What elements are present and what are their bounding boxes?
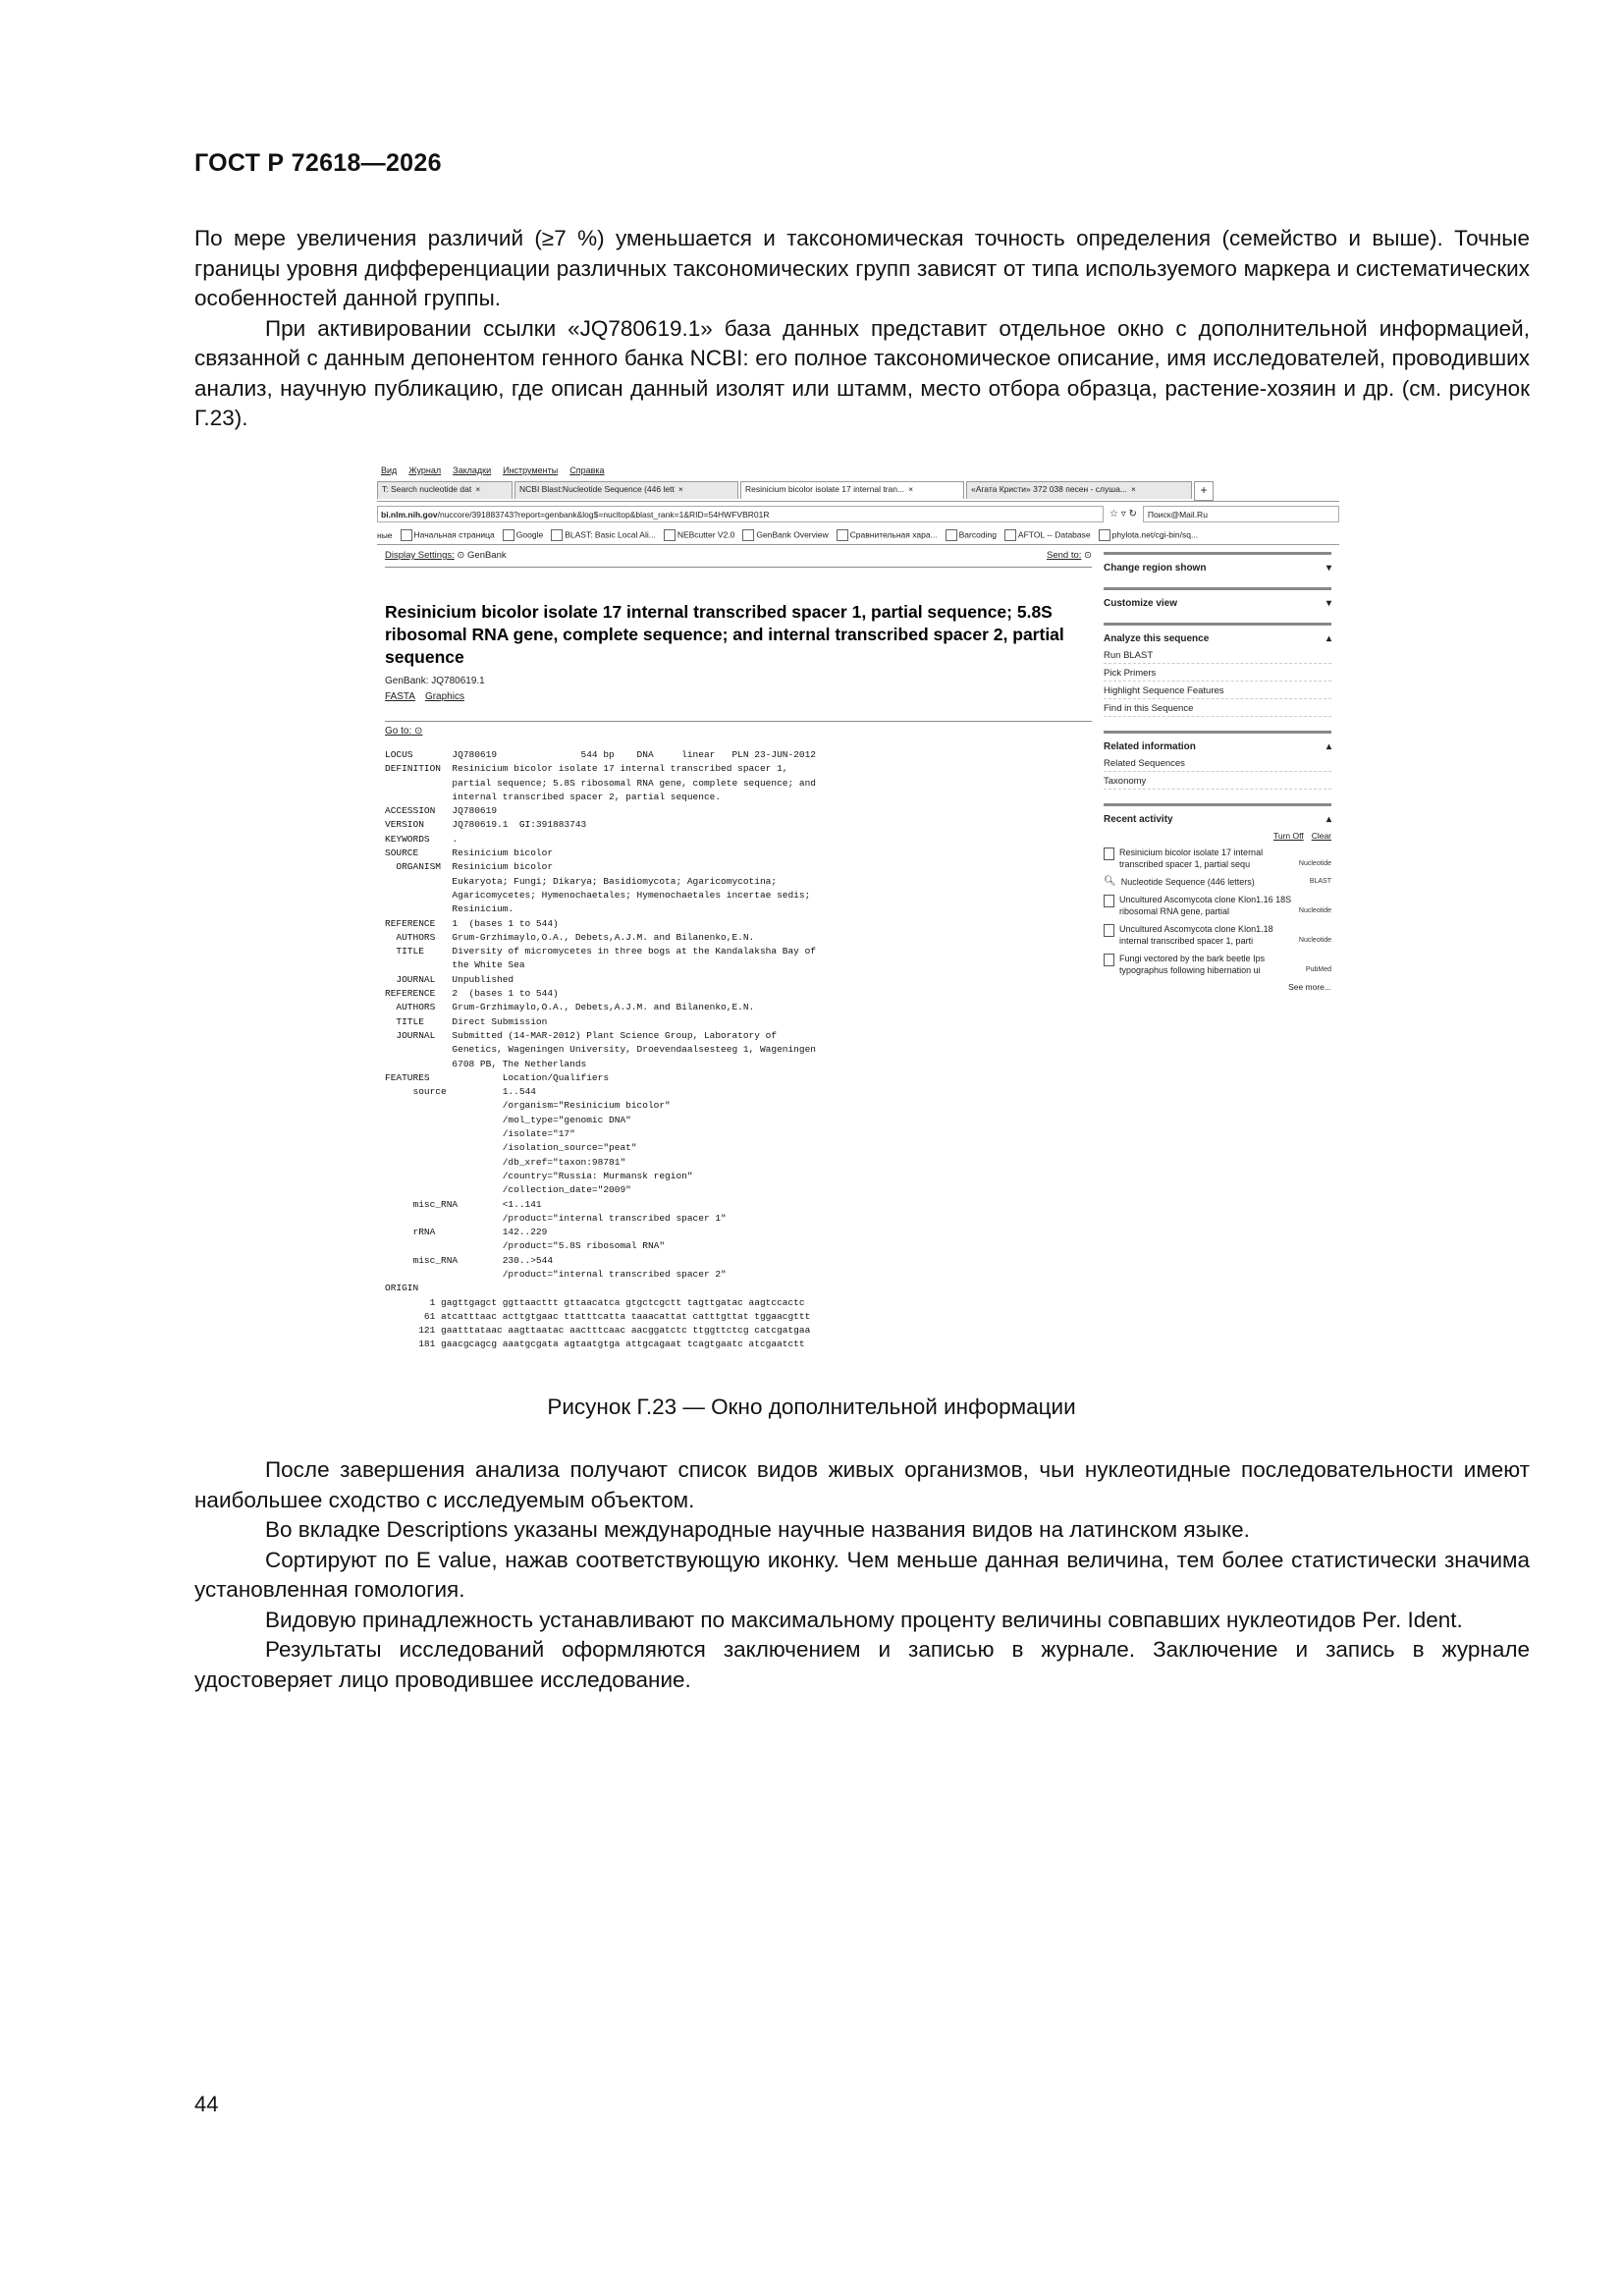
browser-screenshot xyxy=(377,462,1339,1365)
find-in-sequence-link[interactable]: Find in this Sequence xyxy=(1104,703,1331,717)
bookmark-label: GenBank Overview xyxy=(756,529,829,540)
record-toolbar xyxy=(385,550,1092,568)
related-panel xyxy=(1104,731,1331,790)
bookmark-label: Barcoding xyxy=(958,529,997,540)
menu-bookmarks[interactable]: Закладки xyxy=(453,465,492,475)
page-number: 44 xyxy=(194,2092,219,2116)
intro-paragraph-2: При активировании ссылки «JQ780619.1» база данных представит отдельное окно с дополнительной информацией, связанной с данным депонентом генного банка NCBI: его полное таксономическое описание, имя исследователей, проводивших анализ, научную публикацию, где описан данный изолят или штамм, место отбора образца, растение-хозяин и др. (см. рисунок Г.23). xyxy=(194,315,1530,430)
ncbi-icon xyxy=(742,529,754,541)
close-icon[interactable]: × xyxy=(475,484,481,494)
url-path: /nuccore/391883743?report=genbank&log$=nucltop&blast_rank=1&RID=54HWFVBR01R xyxy=(437,509,770,519)
customize-view-panel[interactable] xyxy=(1104,587,1331,609)
body-paragraph-3: Сортируют по E value, нажав соответствующую иконку. Чем меньше данная величина, тем более статистически значима установленная гомология. xyxy=(194,1547,1530,1602)
tab-label: T: Search nucleotide dat xyxy=(382,484,472,494)
bookmark-label: Начальная страница xyxy=(413,529,495,540)
recent-item-text: Uncultured Ascomycota clone Klon1.16 18S ribosomal RNA gene, partial xyxy=(1119,895,1292,916)
document-icon xyxy=(1104,895,1114,907)
highlight-features-link[interactable]: Highlight Sequence Features xyxy=(1104,685,1331,699)
body-paragraph-2: Во вкладке Descriptions указаны международные научные названия видов на латинском языке. xyxy=(265,1517,1250,1542)
star-reload-icon[interactable]: ☆ ▿ ↻ xyxy=(1109,508,1137,519)
document-icon xyxy=(1104,924,1114,937)
search-icon: 🔍︎ xyxy=(1104,876,1116,887)
recent-activity-panel xyxy=(1104,803,1331,992)
tab-label: Resinicium bicolor isolate 17 internal tran... xyxy=(745,484,905,494)
body-paragraph-4: Видовую принадлежность устанавливают по максимальному проценту величины совпавших нуклеотидов Per. Ident. xyxy=(265,1607,1463,1632)
collapse-icon[interactable]: ▴ xyxy=(1325,814,1331,825)
format-links xyxy=(385,691,464,702)
url-host: bi.nlm.nih.gov xyxy=(381,509,438,519)
clear-link[interactable]: Clear xyxy=(1311,831,1331,841)
send-to[interactable] xyxy=(1047,550,1092,564)
see-more-link[interactable]: See more... xyxy=(1288,982,1331,992)
new-tab-button[interactable]: + xyxy=(1194,481,1214,501)
url-input[interactable] xyxy=(377,506,1104,522)
recent-item-db: Nucleotide xyxy=(1298,937,1331,944)
bookmark-label: Google xyxy=(515,529,544,540)
collapse-icon[interactable]: ▴ xyxy=(1325,741,1331,752)
google-icon xyxy=(503,529,514,541)
tab-agata-kristi[interactable] xyxy=(966,481,1192,499)
turn-off-link[interactable]: Turn Off xyxy=(1272,831,1304,841)
tab-resinicium[interactable] xyxy=(740,481,964,499)
recent-item[interactable] xyxy=(1104,953,1331,976)
recent-item-db: Nucleotide xyxy=(1298,860,1331,867)
collapse-icon[interactable]: ▴ xyxy=(1325,633,1331,644)
graphics-link[interactable]: Graphics xyxy=(424,691,464,702)
bookmark-item[interactable] xyxy=(551,529,656,541)
run-blast-link[interactable]: Run BLAST xyxy=(1104,650,1331,664)
goto-link[interactable] xyxy=(385,721,1092,737)
page-icon xyxy=(837,529,848,541)
recent-item-text: Resinicium bicolor isolate 17 internal transcribed spacer 1, partial sequ xyxy=(1119,847,1264,869)
related-title: Related information xyxy=(1104,741,1196,752)
bookmarks-bar xyxy=(377,526,1339,545)
close-icon[interactable]: × xyxy=(1130,484,1136,494)
send-to-link[interactable]: Send to: xyxy=(1047,550,1082,561)
figure-caption: Рисунок Г.23 — Окно дополнительной информации xyxy=(547,1394,1076,1419)
bookmark-item[interactable] xyxy=(837,529,938,541)
change-region-panel[interactable] xyxy=(1104,552,1331,574)
bookmark-item[interactable]: ные xyxy=(377,530,393,540)
body-text xyxy=(194,1455,1530,1695)
bookmark-label: phylota.net/cgi-bin/sq... xyxy=(1111,529,1199,540)
chevron-down-icon[interactable]: ▾ xyxy=(1325,598,1331,609)
recent-item-db: BLAST xyxy=(1309,878,1331,885)
document-icon xyxy=(1104,847,1114,860)
genbank-flatfile: LOCUS JQ780619 544 bp DNA linear PLN 23-JUN-2012 DEFINITION Resinicium bicolor isolate 17 internal transcribed spacer 1, partial sequence; 5.8S ribosomal RNA gene, complete sequence; and internal transcribed spacer 2, partial sequence. ACCESSION JQ780619 VERSION JQ780619.1 GI:391883743 KEYWORDS . SOURCE Resinicium bicolor ORGANISM Resinicium bicolor Eukaryota; Fungi; Dikarya; Basidiomycota; Agaricomycotina; Agaricomycetes; Hymenochaetales; Hymenochaetales incertae sedis; Resinicium. REFERENCE 1 (bases 1 to 544) AUTHORS Grum-Grzhimaylo,O.A., Debets,A.J.M. and Bilanenko,E.N. TITLE Diversity of micromycetes in three bogs at the Kandalaksha Bay of the White Sea JOURNAL Unpublished REFERENCE 2 (bases 1 to 544) AUTHORS Grum-Grzhimaylo,O.A., Debets,A.J.M. and Bilanenko,E.N. TITLE Direct Submission JOURNAL Submitted (14-MAR-2012) Plant Science Group, Laboratory of Genetics, Wageningen University, Droevendaalsesteeg 1, Wageningen 6708 PB, The Netherlands FEATURES Location/Qualifiers source 1..544 /organism="Resinicium bicolor" /mol_type="genomic DNA" /isolate="17" /isolation_source="peat" /db_xref="taxon:98781" /country="Russia: Murmansk region" /collection_date="2009" misc_RNA <1..141 /product="internal transcribed spacer 1" rRNA 142..229 /product="5.8S ribosomal RNA" misc_RNA 230..>544 /product="internal transcribed spacer 2" ORIGIN 1 gagttgagct ggttaacttt gttaacatca gtgctcgctt tagttgatac aagtccactc 61 atcatttaac acttgtgaac ttatttcatta taaacattat catttgttat tggaacgttt 121 gaatttataac aagttaatac aactttcaac aacggatctc ttggttctcg catcgatgaa 181 gaacgcagcg aaatgcgata agtaatgtga attgcagaat tcagtgaatc atcgaatctt xyxy=(385,749,816,1350)
tab-search-nucleotide[interactable] xyxy=(377,481,513,499)
page-icon xyxy=(1099,529,1110,541)
recent-item-db: PubMed xyxy=(1305,966,1331,973)
recent-item[interactable] xyxy=(1104,847,1331,870)
bookmark-item[interactable] xyxy=(401,529,495,541)
tab-label: «Агата Кристи» 372 038 песен - слуша... xyxy=(971,484,1127,494)
genbank-id: GenBank: JQ780619.1 xyxy=(385,676,485,686)
search-input[interactable]: Поиск@Mail.Ru xyxy=(1143,506,1339,522)
document-code: ГОСТ Р 72618—2026 xyxy=(194,149,442,177)
analyze-title: Analyze this sequence xyxy=(1104,633,1210,644)
recent-item-db: Nucleotide xyxy=(1298,907,1331,914)
page-icon xyxy=(946,529,957,541)
body-paragraph-5: Результаты исследований оформляются заключением и записью в журнале. Заключение и запись в журнале удостоверяет лицо проводившее исследование. xyxy=(194,1637,1530,1692)
bookmark-item[interactable] xyxy=(503,529,543,541)
goto-label: Go to: xyxy=(385,726,412,737)
bookmark-label: AFTOL -- Database xyxy=(1017,529,1091,540)
customize-view-label: Customize view xyxy=(1104,598,1178,609)
taxonomy-link[interactable]: Taxonomy xyxy=(1104,776,1331,790)
chevron-down-icon[interactable]: ⊙ xyxy=(414,726,423,737)
recent-item[interactable] xyxy=(1104,894,1331,917)
intro-paragraph-1: По мере увеличения различий (≥7 %) уменьшается и таксономическая точность определения (семейство и выше). Точные границы уровня дифференциации различных таксономических групп зависят от типа используемого маркера и систематических особенностей данной группы. xyxy=(194,226,1530,310)
bookmark-item[interactable] xyxy=(946,529,997,541)
bookmark-item[interactable] xyxy=(1099,529,1198,541)
bookmark-label: NEBcutter V2.0 xyxy=(676,529,735,540)
close-icon[interactable]: × xyxy=(908,484,914,494)
menu-view[interactable]: Вид xyxy=(381,465,398,475)
intro-text xyxy=(194,224,1530,434)
record-title: Resinicium bicolor isolate 17 internal transcribed spacer 1, partial sequence; 5.8S ribosomal RNA gene, complete sequence; and internal transcribed spacer 2, partial sequence xyxy=(385,602,1064,667)
document-icon xyxy=(1104,954,1114,966)
home-icon xyxy=(401,529,412,541)
address-bar xyxy=(377,504,1339,523)
recent-title: Recent activity xyxy=(1104,814,1173,825)
chevron-down-icon[interactable]: ▾ xyxy=(1325,563,1331,574)
tab-label: NCBI Blast:Nucleotide Sequence (446 lett xyxy=(519,484,675,494)
recent-item-text: Nucleotide Sequence (446 letters) xyxy=(1120,877,1255,887)
chevron-down-icon[interactable]: ⊙ xyxy=(1084,550,1092,561)
body-paragraph-1: После завершения анализа получают список видов живых организмов, чьи нуклеотидные последовательности имеют наибольшее сходство с исследуемым объектом. xyxy=(194,1457,1530,1512)
fasta-link[interactable]: FASTA xyxy=(385,691,415,702)
chevron-down-icon[interactable]: ⊙ xyxy=(457,550,465,561)
recent-item[interactable] xyxy=(1104,876,1331,888)
close-icon[interactable]: × xyxy=(677,484,683,494)
menu-tools[interactable]: Инструменты xyxy=(503,465,559,475)
recent-item-text: Fungi vectored by the bark beetle Ips typographus following hibernation ui xyxy=(1119,954,1266,975)
display-settings-value: GenBank xyxy=(467,550,507,561)
menu-history[interactable]: Журнал xyxy=(408,465,442,475)
display-settings-link[interactable]: Display Settings: xyxy=(385,550,455,561)
page-icon xyxy=(1004,529,1016,541)
bookmark-item[interactable] xyxy=(664,529,735,541)
recent-controls xyxy=(1104,831,1331,841)
menu-help[interactable]: Справка xyxy=(569,465,605,475)
ncbi-icon xyxy=(551,529,563,541)
change-region-label: Change region shown xyxy=(1104,563,1207,574)
bookmark-label: Сравнительная хара... xyxy=(849,529,938,540)
bookmark-item[interactable] xyxy=(1004,529,1091,541)
display-settings[interactable] xyxy=(385,550,507,564)
browser-menubar xyxy=(377,462,1339,479)
related-sequences-link[interactable]: Related Sequences xyxy=(1104,758,1331,772)
recent-item-text: Uncultured Ascomycota clone Klon1.18 internal transcribed spacer 1, parti xyxy=(1119,924,1273,946)
bookmark-label: BLAST: Basic Local Ali... xyxy=(565,529,656,540)
browser-tabbar xyxy=(377,481,1339,502)
recent-item[interactable] xyxy=(1104,923,1331,947)
bookmark-item[interactable] xyxy=(742,529,828,541)
analyze-panel xyxy=(1104,623,1331,717)
pick-primers-link[interactable]: Pick Primers xyxy=(1104,668,1331,682)
page-icon xyxy=(664,529,676,541)
tab-ncbi-blast[interactable] xyxy=(514,481,738,499)
sidebar xyxy=(1104,552,1331,1006)
